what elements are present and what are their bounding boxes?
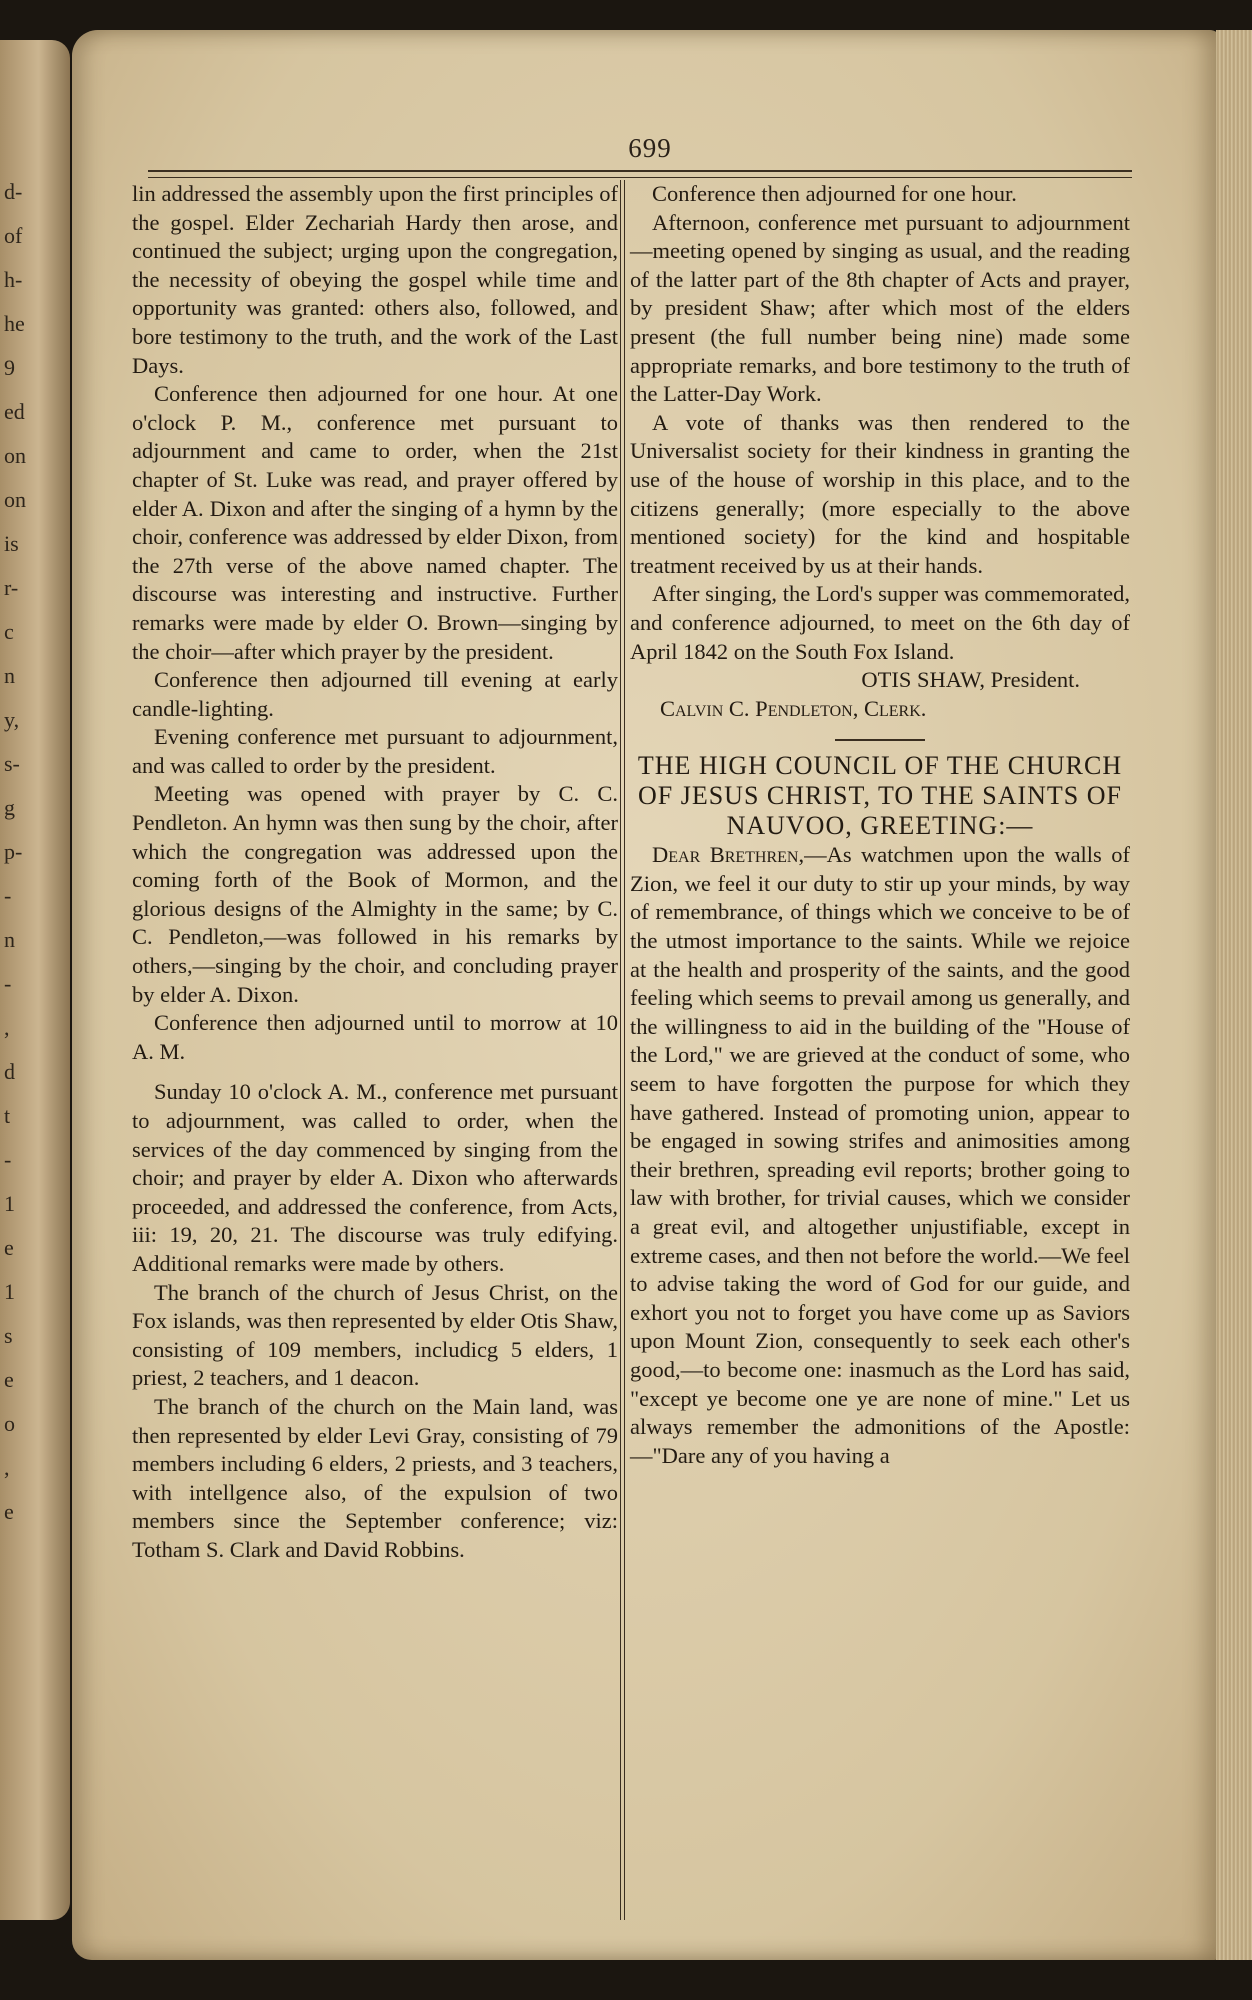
margin-fragment: on [4,443,26,468]
margin-fragment: t [4,1103,11,1128]
page-stack-edge [1216,30,1252,1960]
paragraph: lin addressed the assembly upon the first principles of the gospel. Elder Zechariah Hardy then arose, and continued the subject; urging upon the congregation, the necessity of obeying the gospel while time and opportunity was granted: others also, followed, and bore testimony to the truth, and the work of the Last Days. [132,181,618,378]
left-margin-fragments [4,170,44,1534]
paragraph: A vote of thanks was then rendered to the Universalist society for their kindness in granting the use of the house of worship in this place, and to the citizens generally; (more especially to the above mentioned society) for the kind and hospitable treatment received by us at their hands. [630,409,1130,578]
paragraph: The branch of the church on the Main land, was then represented by elder Levi Gray, consisting of 79 members including 6 elders, 2 priests, and 3 teachers, with intellgence also, of the expulsion of two members since the September conference; viz: Totham S. Clark and David Robbins. [132,1393,618,1562]
paragraph: Conference then adjourned till evening at early candle-lighting. [132,667,618,721]
left-page-edge [0,40,70,1920]
letter-paragraph [630,841,1130,1470]
letter-body: —As watchmen upon the walls of Zion, we feel it our duty to stir up your minds, by way of remembrance, of things which we conceive to be of the utmost importance to the saints. While we rejoice at the health and prosperity of the saints, and the good feeling which seems to prevail among us generally, and the willingness to aid in the building of the "House of the Lord," we are grieved at the conduct of some, who seem to have forgotten the purpose for which they have gathered. Instead of promoting union, appear to be engaged in sowing strifes and animosities among their brethren, spreading evil reports; brother going to law with brother, for trivial causes, which we consider a great evil, and altogether unjustifiable, except in extreme cases, and then not before the world.—We feel to advise taking the word of God for our guide, and exhort you not to forget you have come up as Saviors upon Mount Zion, consequently to seek each other's good,—to become one: inasmuch as the Lord has said, "except ye become one ye are none of mine." Let us always remember the admonitions of the Apostle:—"Dare any of you having a [630,842,1131,1468]
margin-fragment: n [4,927,15,952]
margin-fragment: - [4,883,12,908]
margin-fragment: s- [4,751,20,776]
margin-fragment: d [4,1059,15,1084]
paragraph: Conference then adjourned for one hour. At one o'clock P. M., conference met pursuant to adjournment and came to order, when the 21st chapter of St. Luke was read, and prayer offered by elder A. Dixon and after the singing of a hymn by the choir, conference was addressed by elder Dixon, from the 27th verse of the above named chapter. The discourse was interesting and instructive. Further remarks were made by elder O. Brown—singing by the choir—after which prayer by the president. [132,381,618,664]
margin-fragment: s [4,1323,13,1348]
paragraph: Conference then adjourned until to morrow at 10 A. M. [132,1010,618,1064]
paragraph: Evening conference met pursuant to adjournment, and was called to order by the president. [132,724,618,778]
margin-fragment: g [4,795,15,820]
header-rule [148,170,1132,178]
margin-fragment: he [4,311,25,336]
paragraph: After singing, the Lord's supper was commemorated, and conference adjourned, to meet on the 6th day of April 1842 on the South Fox Island. [630,581,1130,664]
column-divider [620,180,625,1920]
margin-fragment: c [4,619,14,644]
left-column [132,180,618,1565]
section-heading: THE HIGH COUNCIL OF THE CHURCH OF JESUS CHRIST, TO THE SAINTS OF NAUVOO, GREETING:— [637,751,1123,841]
margin-fragment: is [4,531,19,556]
paragraph: Conference then adjourned for one hour. [652,181,1017,206]
margin-fragment: e [4,1499,14,1524]
margin-fragment: o [4,1411,15,1436]
salutation: Dear Brethren, [652,842,805,868]
margin-fragment: , [4,1455,10,1480]
margin-fragment: 1 [4,1279,15,1304]
margin-fragment: - [4,1147,12,1172]
section-divider [835,739,925,741]
margin-fragment: n [4,663,15,688]
margin-fragment: - [4,971,12,996]
margin-fragment: of [4,223,23,248]
margin-fragment: d- [4,179,23,204]
paragraph: Afternoon, conference met pursuant to adjournment—meeting opened by singing as usual, and the reading of the latter part of the 8th chapter of Acts and prayer, by president Shaw; after which most of the elders present (the full number being nine) made some appropriate remarks, and bore testimony to the truth of the Latter-Day Work. [630,209,1130,407]
signature-clerk: Calvin C. Pendleton, Clerk. [660,695,927,721]
margin-fragment: 1 [4,1191,15,1216]
margin-fragment: y, [4,707,20,732]
signature-president: OTIS SHAW, President. [861,667,1080,693]
page-number: 699 [628,133,672,163]
paragraph: The branch of the church of Jesus Christ, on the Fox islands, was then represented by elder Otis Shaw, consisting of 109 members, includicg 5 elders, 1 priest, 2 teachers, and 1 deacon. [132,1279,618,1391]
margin-fragment: e [4,1367,14,1392]
paragraph: Sunday 10 o'clock A. M., conference met pursuant to adjournment, was called to order, when the services of the day commenced by singing from the choir; and prayer by elder A. Dixon who afterwards proceeded, and addressed the conference, from Acts, iii: 19, 20, 21. The discourse was truly edifying. Additional remarks were made by others. [132,1079,618,1276]
margin-fragment: 9 [4,355,15,380]
margin-fragment: on [4,487,26,512]
margin-fragment: h- [4,267,23,292]
right-column [630,180,1130,1470]
margin-fragment: p- [4,839,23,864]
paragraph: Meeting was opened with prayer by C. C. Pendleton. An hymn was then sung by the choir, after which the congregation was addressed upon the coming forth of the Book of Mormon, and the glorious designs of the Almighty in the same; by C. C. Pendleton,—was followed in his remarks by others,—singing by the choir, and concluding prayer by elder A. Dixon. [132,781,618,1007]
margin-fragment: e [4,1235,14,1260]
margin-fragment: r- [4,575,19,600]
margin-fragment: , [4,1015,10,1040]
margin-fragment: ed [4,399,25,424]
